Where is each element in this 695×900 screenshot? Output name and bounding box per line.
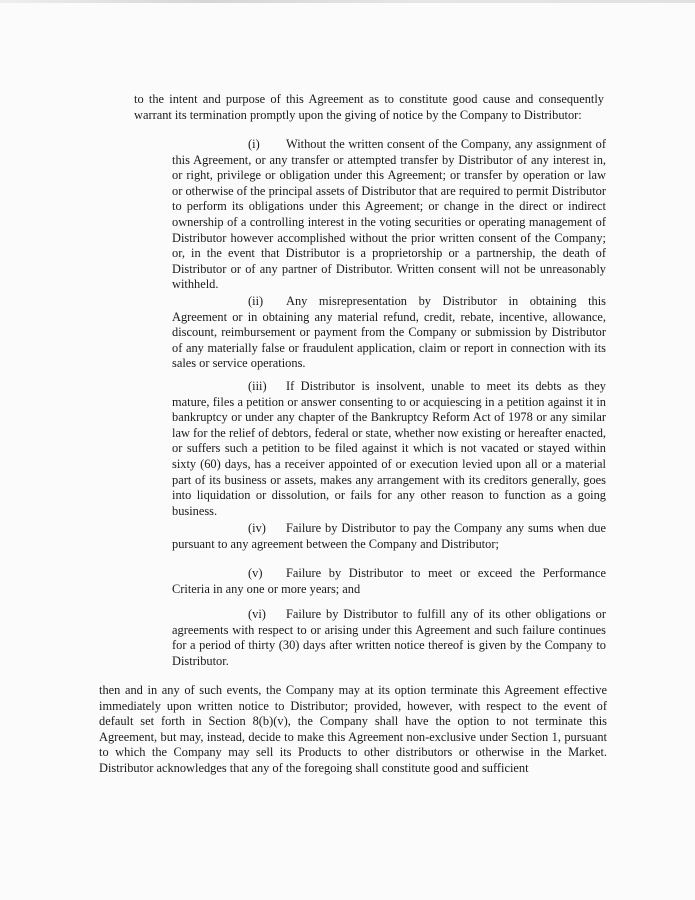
clause-text: Any misrepresentation by Distributor in obtaining this Agreement or in obtaining any material refund, credit, rebate, incentive, allowance, discount, reimbursement or payment from the Company or submission by Distributor of any materially false or fraudulent application, claim or report in connection with its sales or service operations.: [172, 294, 606, 371]
clause-text: Failure by Distributor to fulfill any of its other obligations or agreements with respect to or arising under this Agreement and such failure continues for a period of thirty (30) days after written notice thereof is given by the Company to Distributor.: [172, 607, 606, 668]
clause-number: (iv): [248, 521, 266, 535]
intro-paragraph: to the intent and purpose of this Agreement as to constitute good cause and consequently warrant its termination promptly upon the giving of notice by the Company to Distributor:: [134, 92, 604, 122]
clause-text: Without the written consent of the Company, any assignment of this Agreement, or any transfer or attempted transfer by Distributor of any interest in, or right, privilege or obligation under this Agreement; or transfer by operation or law or otherwise of the principal assets of Distributor that are required to permit Distributor to perform its obligations under this Agreement; or change in the direct or indirect ownership of a controlling interest in the voting securities or operating management of Distributor however accomplished without the prior written consent of the Company; or, in the event that Distributor is a proprietorship or a partnership, the death of Distributor or of any partner of Distributor. Written consent will not be unreasonably withheld.: [172, 137, 606, 292]
scan-top-edge: [0, 0, 695, 3]
clause-number: (i): [248, 137, 260, 151]
clause-text: Failure by Distributor to meet or exceed the Performance Criteria in any one or more years; and: [172, 566, 606, 596]
clause-vi: [172, 607, 606, 669]
clause-iii: [172, 379, 606, 519]
final-paragraph: then and in any of such events, the Company may at its option terminate this Agreement effective immediately upon written notice to Distributor; provided, however, with respect to the event of default set forth in Section 8(b)(v), the Company shall have the option to not terminate this Agreement, but may, instead, decide to make this Agreement non-exclusive under Section 1, pursuant to which the Company may sell its Products to other distributors or otherwise in the Market. Distributor acknowledges that any of the foregoing shall constitute good and sufficient: [99, 683, 607, 775]
clause-number: (v): [248, 566, 263, 580]
clause-iv: [172, 521, 606, 552]
clause-text: If Distributor is insolvent, unable to meet its debts as they mature, files a petition or answer consenting to or acquiescing in a petition against it in bankruptcy or under any chapter of the Bankruptcy Reform Act of 1978 or any similar law for the relief of debtors, federal or state, whether now existing or hereafter enacted, or suffers such a petition to be filed against it which is not vacated or stayed within sixty (60) days, has a receiver appointed of or execution levied upon all or a material part of its business or assets, makes any arrangement with its creditors generally, goes into liquidation or dissolution, or fails for any other reason to function as a going business.: [172, 379, 606, 518]
clause-text: Failure by Distributor to pay the Company any sums when due pursuant to any agreement between the Company and Distributor;: [172, 521, 606, 551]
clause-number: (iii): [248, 379, 267, 393]
clause-i: [172, 137, 606, 293]
clause-number: (ii): [248, 294, 264, 308]
clause-v: [172, 566, 606, 597]
clause-number: (vi): [248, 607, 266, 621]
clause-ii: [172, 294, 606, 372]
